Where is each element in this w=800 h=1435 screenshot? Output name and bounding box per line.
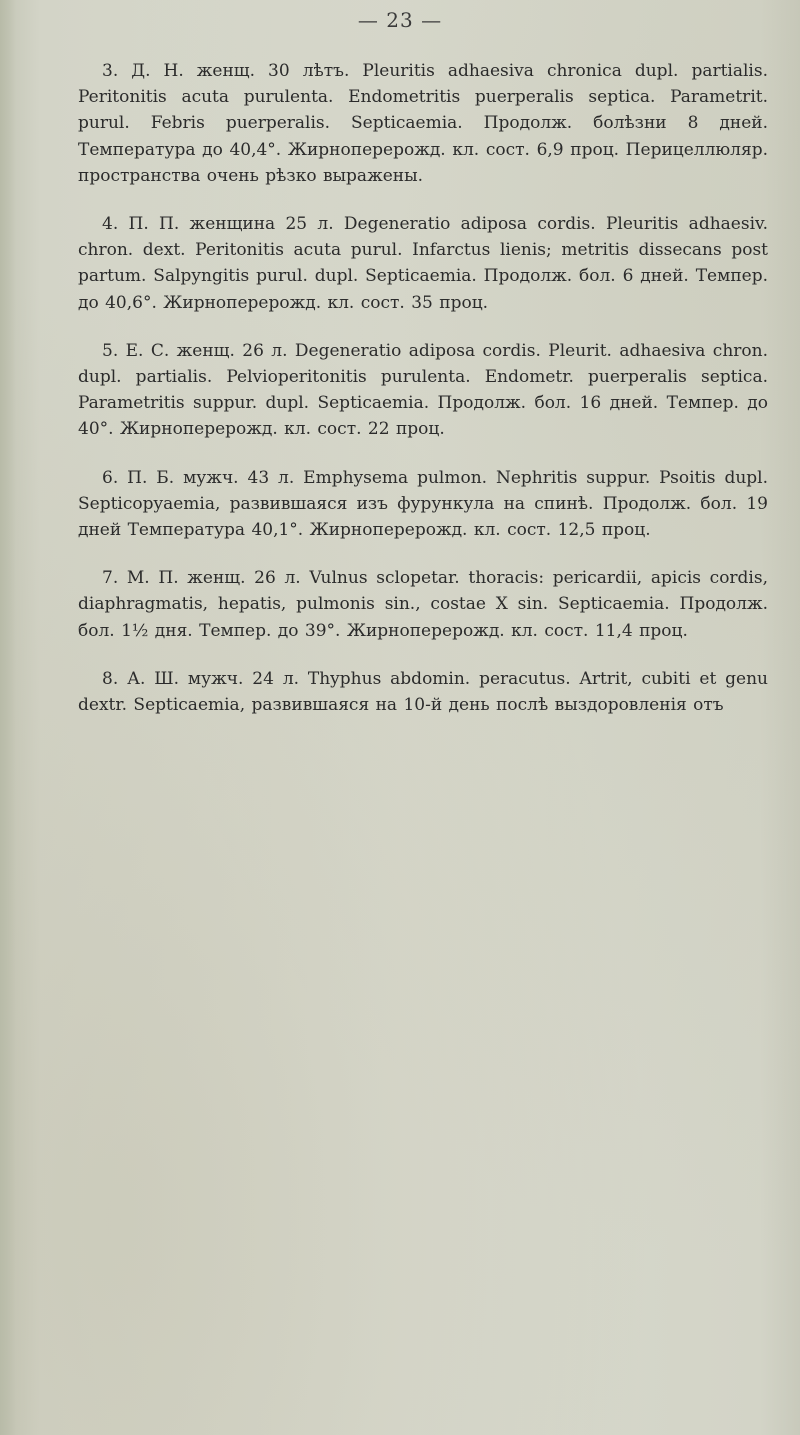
page-number: — 23 — [357, 8, 443, 32]
case-entry-3: 3. Д. Н. женщ. 30 лѣтъ. Pleuritis adhaesiva chronica dupl. partialis. Peritonitis acuta purulenta. Endometritis puerperalis septica. Parametrit. purul. Febris puerperalis. Septicaemia. Продолж. болѣзни 8 дней. Температура до 40,4°. Жирноперерожд. кл. сост. 6,9 проц. Перицеллюляр. пространства очень рѣзко выражены. [78, 61, 768, 186]
case-entry-8: 8. А. Ш. мужч. 24 л. Thyphus abdomin. peracutus. Artrit, cubiti et genu dextr. Septicaemia, развившаяся на 10-й день послѣ выздоровленія отъ [78, 668, 768, 716]
case-entry-7: 7. М. П. женщ. 26 л. Vulnus sclopetar. thoracis: pericardii, apicis cordis, diaphragmatis, hepatis, pulmonis sin., costae X sin. Septicaemia. Продолж. бол. 1½ дня. Темпер. до 39°. Жирноперерожд. кл. сост. 11,4 проц. [78, 568, 768, 641]
case-entry-4: 4. П. П. женщина 25 л. Degeneratio adiposa cordis. Pleuritis adhaesiv. chron. dext. Peritonitis acuta purul. Infarctus lienis; metritis dissecans post partum. Salpyngitis purul. dupl. Septicaemia. Продолж. бол. 6 дней. Темпер. до 40,6°. Жирноперерожд. кл. сост. 35 проц. [78, 214, 768, 313]
page-binding-shadow [0, 0, 16, 1435]
case-entry-6: 6. П. Б. мужч. 43 л. Emphysema pulmon. Nephritis suppur. Psoitis dupl. Septicopyaemia, развившаяся изъ фурункула на спинѣ. Продолж. бол. 19 дней Температура 40,1°. Жирноперерожд. кл. сост. 12,5 проц. [78, 467, 768, 541]
case-entry-5: 5. Е. С. женщ. 26 л. Degeneratio adiposa cordis. Pleurit. adhaesiva chron. dupl. partialis. Pelvioperitonitis purulenta. Endometr. puerperalis septica. Parametritis suppur. dupl. Septicaemia. Продолж. бол. 16 дней. Темпер. до 40°. Жирноперерожд. кл. сост. 22 проц. [78, 340, 768, 440]
case-list [78, 58, 768, 740]
